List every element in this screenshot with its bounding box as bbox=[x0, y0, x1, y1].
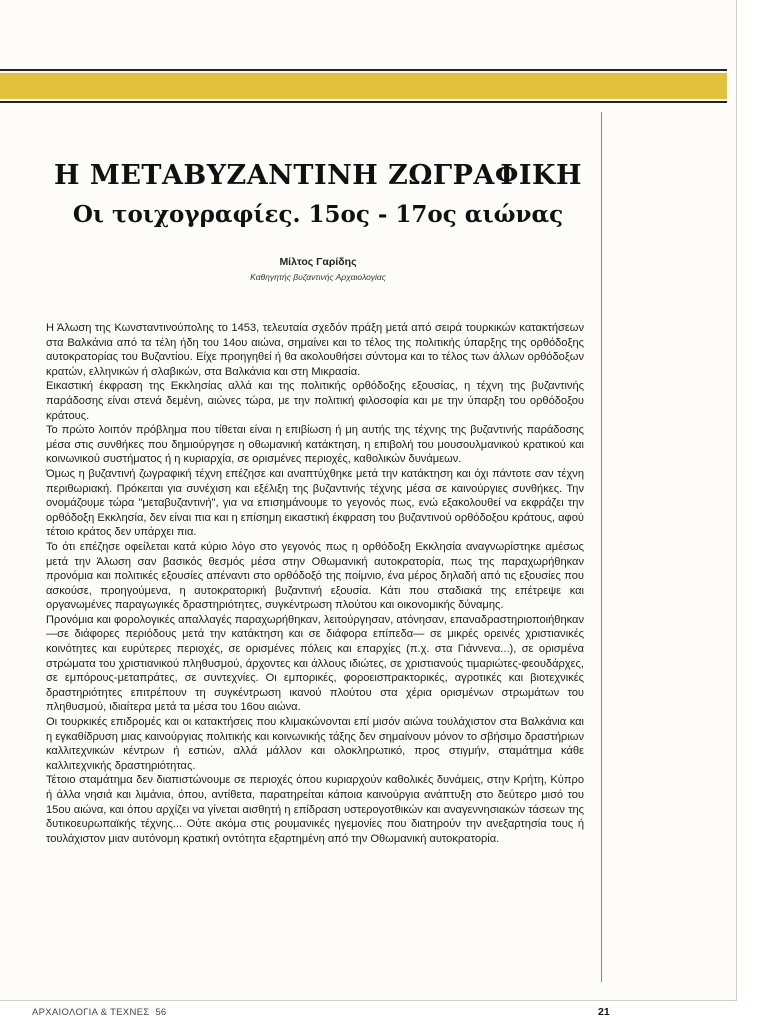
magazine-name: ΑΡΧΑΙΟΛΟΓΙΑ & ΤΕΧΝΕΣ bbox=[32, 1007, 150, 1018]
header-rule-bottom bbox=[0, 101, 727, 103]
paragraph: Το ότι επέζησε οφείλεται κατά κύριο λόγο στο γεγονός πως η ορθόδοξη Εκκλησία αναγνωρίστηκε αμέσως μετά την Άλωση σαν βασικός θεσμός μέσα στην Οθωμανική αυτοκρατορία, πως της παραχωρήθηκαν προνόμια και πολιτικές εξουσίες απέναντι στο ορθόδοξό της ποίμνιο, ένα μέρος δηλαδή από τις εξουσίες που ασκούσε, προηγούμενα, η αυτοκρατορική βυζαντινή εξουσία. Κάτι που σταδιακά της επέτρεψε και οργανωμένες παραγωγικές δραστηριότητες, συγκέντρωση πλούτου και οικονομικής δύναμης. bbox=[46, 540, 584, 612]
paragraph: Προνόμια και φορολογικές απαλλαγές παραχωρήθηκαν, λειτούργησαν, ατόνησαν, επαναδραστηριοποιήθηκαν —σε διάφορες περιόδους μετά την κατάκτηση και σε διάφορα επίπεδα— σε μικρές ορεινές χριστιανικές κοινότητες και ευρύτερες περιοχές, σε ορισμένες πόλεις και επαρχίες (π.χ. στα Γιάννενα...), σε ορισμένα στρώματα του χριστιανικού πληθυσμού, άρχοντες και άλλους ιδιώτες, σε χριστιανούς τιμαριώτες-φεουδάρχες, σε εμπόρους-μεταπράτες, σε συντεχνίες. Οι εμπορικές, φοροεισπρακτορικές, αγροτικές και βιοτεχνικές δραστηριότητες επιτρέπουν τη συγκέντρωση ικανού πλούτου στα χέρια ορισμένων στρωμάτων του πληθυσμού, ιδιαίτερα μετά τα μέσα του 16ου αιώνα. bbox=[46, 613, 584, 714]
paragraph: Όμως η βυζαντινή ζωγραφική τέχνη επέζησε και αναπτύχθηκε μετά την κατάκτηση και όχι πάντοτε σαν τέχνη περιθωριακή. Πρόκειται για συνέχιση και εξέλιξη της βυζαντινής τέχνης μέσα σε καινούργιες συνθήκες. Την ονομάζουμε τώρα "μεταβυζαντινή", για να επισημάνουμε το γεγονός πως, ενώ εξακολουθεί να εκφράζει την ορθόδοξη Εκκλησία, δεν είναι πια και η επίσημη εικαστική έκφραση του βυζαντινού ορθόδοξου κράτους, αφού τέτοιο κράτος δεν υπάρχει πια. bbox=[46, 467, 584, 539]
footer-magazine bbox=[32, 1007, 166, 1018]
header-color-band bbox=[0, 73, 727, 99]
paragraph: Τέτοιο σταμάτημα δεν διαπιστώνουμε σε περιοχές όπου κυριαρχούν καθολικές δυνάμεις, στην Κρήτη, Κύπρο ή άλλα νησιά και λιμάνια, όπου, αντίθετα, παρατηρείται κάποια καινούργια ανάπτυξη στο δεύτερο μισό του 15ου αιώνα, και όπου αρχίζει να γίνεται αισθητή η επίδραση υστερογοτθικών και αναγεννησιακών τάσεων της δυτικοευρωπαϊκής τέχνης... Ούτε ακόμα στις ρουμανικές ηγεμονίες που διατηρούν την ανεξαρτησία τους ή τουλάχιστον μιαν αυτόνομη κρατική οντότητα εξαρτημένη από την Οθωμανική αυτοκρατορία. bbox=[46, 774, 584, 845]
article-body bbox=[46, 321, 584, 846]
paragraph: Η Άλωση της Κωνσταντινούπολης το 1453, τελευταία σχεδόν πράξη μετά από σειρά τουρκικών κατακτήσεων στα Βαλκάνια από τα τέλη ήδη του 14ου αιώνα, σημαίνει και το τέλος της πολιτικής ύπαρξης της ορθόδοξης αυτοκρατορίας του Βυζαντίου. Είχε προηγηθεί ή θα ακολουθήσει σύντομα και το τέλος των άλλων ορθόδοξων κρατών, ελληνικών ή σλαβικών, στα Βαλκάνια και στη Μικρασία. bbox=[46, 322, 584, 378]
column-divider bbox=[601, 112, 602, 982]
author-role: Καθηγητής βυζαντινής Αρχαιολογίας bbox=[250, 272, 386, 282]
article-subtitle: Οι τοιχογραφίες. 15ος - 17ος αιώνας bbox=[72, 201, 564, 228]
paragraph: Το πρώτο λοιπόν πρόβλημα που τίθεται είναι η επιβίωση ή μη αυτής της τέχνης της βυζαντινής παράδοσης μέσα στις συνθήκες που δημιούργησε η οθωμανική κατάκτηση, η επιβολή του μουσουλμανικού κρατικού και κοινωνικού συστήματος ή η κυριαρχία, σε ορισμένες περιοχές, καθολικών δυνάμεων. bbox=[46, 424, 584, 466]
article-title: Η ΜΕΤΑΒΥΖΑΝΤΙΝΗ ΖΩΓΡΑΦΙΚΗ bbox=[54, 160, 582, 191]
paragraph: Οι τουρκικές επιδρομές και οι κατακτήσεις που κλιμακώνονται επί μισόν αιώνα τουλάχιστον στα Βαλκάνια και η εγκαθίδρυση μιας καινούργιας πολιτικής και κοινωνικής τάξης δεν σημαίνουν μόνον το σβήσιμο δραστήριων καλλιτεχνικών κέντρων ή εστιών, αλλά μάλλον και ολοκληρωτικό, προς στιγμήν, σταμάτημα κάθε καλλιτεχνικής δραστηριότητας. bbox=[46, 716, 584, 772]
header-rule-top bbox=[0, 69, 727, 71]
page-number: 21 bbox=[598, 1006, 610, 1018]
paragraph: Εικαστική έκφραση της Εκκλησίας αλλά και της πολιτικής ορθόδοξης εξουσίας, η τέχνη της βυζαντινής παράδοσης είναι στενά δεμένη, αιώνες τώρα, με την πολιτική φιλοσοφία και με την ύπαρξη του ορθόδοξου κράτους. bbox=[46, 380, 584, 422]
author-name: Μίλτος Γαρίδης bbox=[279, 256, 357, 268]
issue-number: 56 bbox=[155, 1007, 167, 1018]
